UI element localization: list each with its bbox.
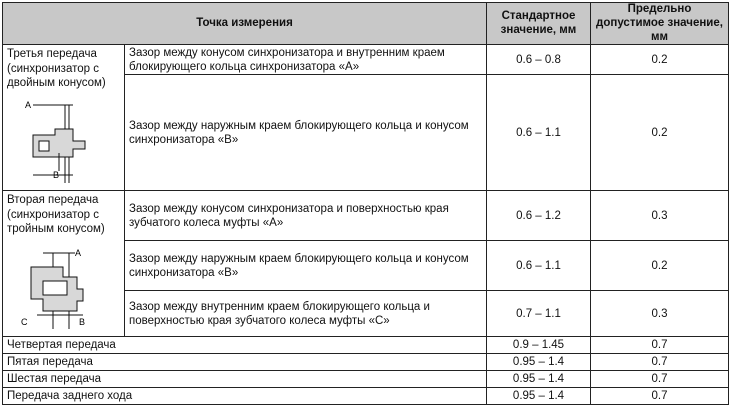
standard-cell: 0.6 – 1.2 bbox=[487, 191, 591, 241]
limit-cell: 0.7 bbox=[591, 371, 729, 388]
limit-cell: 0.2 bbox=[591, 241, 729, 291]
gear-label-cell: Передача заднего хода bbox=[3, 388, 487, 405]
diagram-label: B bbox=[53, 169, 60, 180]
limit-cell: 0.7 bbox=[591, 388, 729, 405]
table-row bbox=[3, 354, 729, 371]
synchronizer-diagram-icon bbox=[13, 241, 120, 331]
spec-table bbox=[2, 2, 729, 405]
point-cell: Зазор между наружным краем блокирующего кольца и конусом синхронизатора «B» bbox=[125, 241, 487, 291]
standard-cell: 0.9 – 1.45 bbox=[487, 337, 591, 354]
point-cell: Зазор между внутренним краем блокирующего кольца и поверхностью края зубчатого колеса муфты «C» bbox=[125, 291, 487, 337]
diagram-label: A bbox=[25, 99, 32, 110]
point-cell: Зазор между конусом синхронизатора и внутренним краем блокирующего кольца синхронизатора «A» bbox=[125, 45, 487, 75]
standard-cell: 0.7 – 1.1 bbox=[487, 291, 591, 337]
gear-title: Третья передача (синхронизатор с двойным конусом) bbox=[7, 48, 106, 90]
gear-label-cell: Шестая передача bbox=[3, 371, 487, 388]
diagram-label: A bbox=[75, 247, 82, 258]
standard-cell: 0.95 – 1.4 bbox=[487, 371, 591, 388]
header-limit: Предельно допустимое значение, мм bbox=[591, 3, 729, 45]
gear-label-cell: Пятая передача bbox=[3, 354, 487, 371]
limit-cell: 0.7 bbox=[591, 354, 729, 371]
limit-cell: 0.3 bbox=[591, 191, 729, 241]
header-row bbox=[3, 3, 729, 45]
gear-cell-third bbox=[3, 45, 125, 191]
standard-cell: 0.95 – 1.4 bbox=[487, 354, 591, 371]
limit-cell: 0.7 bbox=[591, 337, 729, 354]
header-standard: Стандартное значение, мм bbox=[487, 3, 591, 45]
standard-cell: 0.95 – 1.4 bbox=[487, 388, 591, 405]
gear-title: Вторая передача (синхронизатор с тройным конусом) bbox=[7, 194, 105, 236]
header-point: Точка измерения bbox=[3, 3, 487, 45]
table-row bbox=[3, 45, 729, 75]
point-cell: Зазор между наружным краем блокирующего кольца и конусом синхронизатора «B» bbox=[125, 75, 487, 191]
gear-cell-second bbox=[3, 191, 125, 337]
synchronizer-diagram-icon bbox=[13, 95, 120, 187]
limit-cell: 0.3 bbox=[591, 291, 729, 337]
limit-cell: 0.2 bbox=[591, 75, 729, 191]
table-row bbox=[3, 337, 729, 354]
diagram-label: C bbox=[21, 316, 28, 327]
diagram-label: B bbox=[79, 316, 86, 327]
limit-cell: 0.2 bbox=[591, 45, 729, 75]
gear-label-cell: Четвертая передача bbox=[3, 337, 487, 354]
standard-cell: 0.6 – 1.1 bbox=[487, 75, 591, 191]
table-row bbox=[3, 371, 729, 388]
standard-cell: 0.6 – 0.8 bbox=[487, 45, 591, 75]
point-cell: Зазор между конусом синхронизатора и поверхностью края зубчатого колеса муфты «A» bbox=[125, 191, 487, 241]
table-row bbox=[3, 388, 729, 405]
standard-cell: 0.6 – 1.1 bbox=[487, 241, 591, 291]
table-row bbox=[3, 191, 729, 241]
